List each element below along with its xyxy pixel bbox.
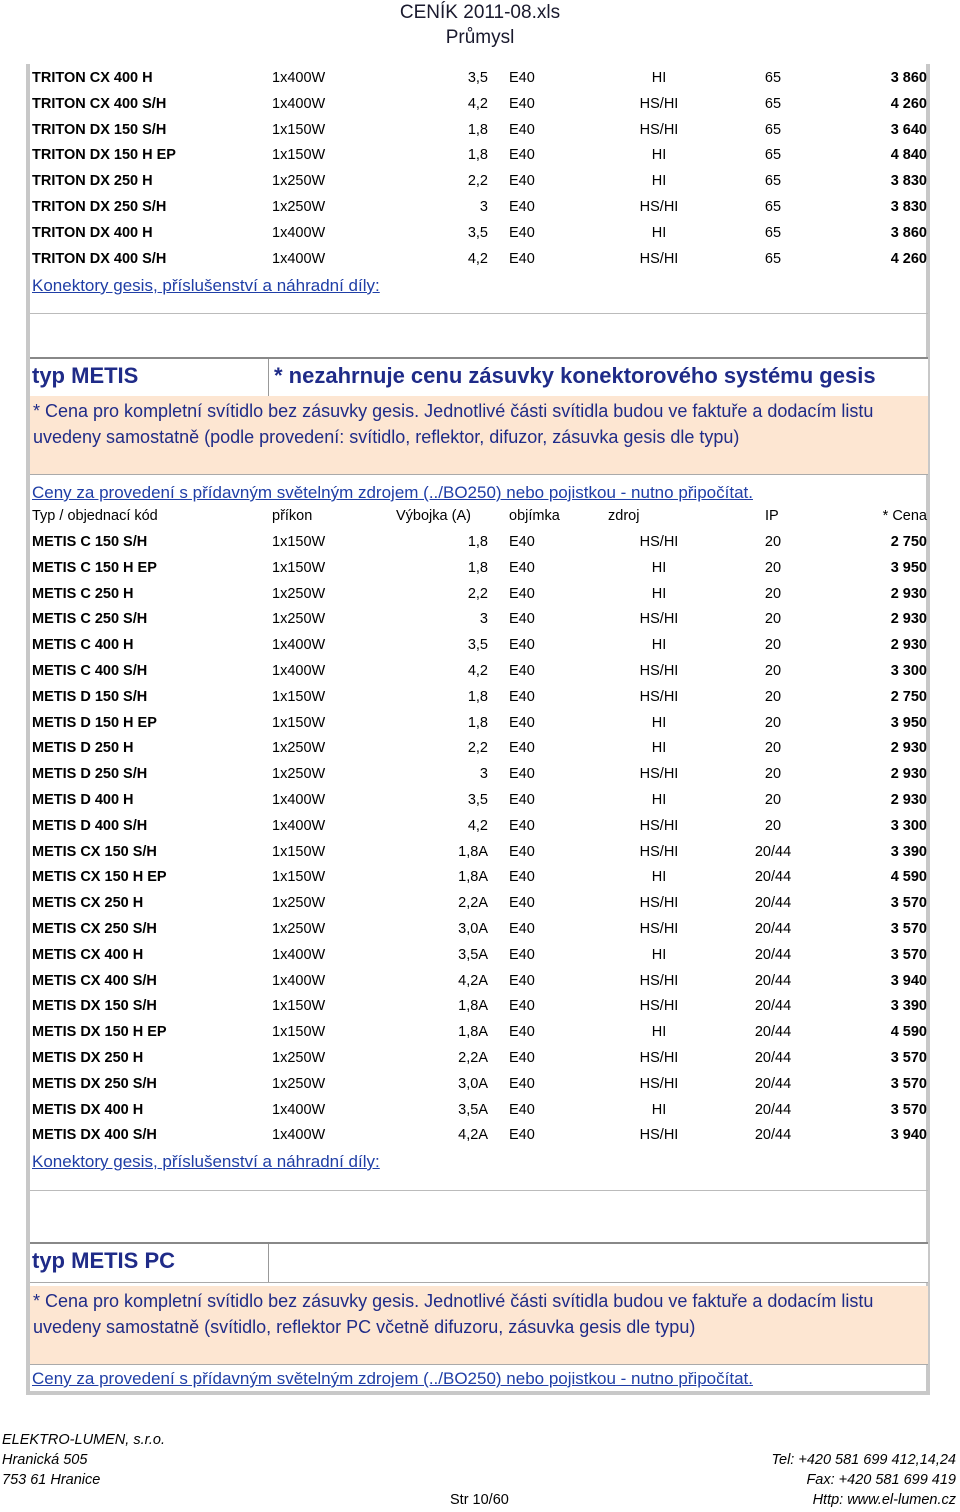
cell-lamp: 1,8	[467, 121, 488, 138]
cell-price: 3 940	[890, 1127, 927, 1144]
cell-lamp: 3,5A	[458, 946, 488, 963]
table-row	[32, 194, 927, 220]
footer-street: Hranická 505	[2, 1452, 88, 1468]
cell-socket: E40	[509, 173, 535, 190]
cell-lamp: 1,8	[467, 534, 488, 550]
cell-price: 2 930	[890, 766, 927, 783]
metis-column-header	[32, 504, 927, 528]
cell-price: 3 860	[890, 224, 927, 241]
cell-power: 1x250W	[272, 1050, 326, 1066]
cell-ip: 20	[764, 534, 782, 550]
cell-power: 1x250W	[272, 921, 326, 937]
cell-type: METIS D 400 H	[32, 792, 134, 808]
metis-pc-type-label: typ METIS PC	[32, 1248, 176, 1273]
cell-source: HS/HI	[639, 1075, 679, 1092]
cell-price: 2 930	[890, 637, 927, 654]
cell-source: HS/HI	[639, 688, 679, 705]
cell-source: HS/HI	[639, 972, 679, 989]
cell-ip: 20/44	[754, 921, 792, 937]
table-row	[32, 864, 927, 890]
table-row	[32, 787, 927, 813]
cell-lamp: 2,2A	[458, 895, 488, 912]
cell-socket: E40	[509, 95, 535, 112]
cell-price: 4 840	[890, 147, 927, 164]
cell-lamp: 2,2	[467, 740, 488, 757]
cell-ip: 65	[764, 70, 782, 86]
cell-lamp: 3,5	[467, 792, 488, 808]
cell-lamp: 3,5A	[458, 1101, 488, 1118]
table-row	[32, 942, 927, 968]
cell-price: 3 390	[890, 998, 927, 1015]
cell-socket: E40	[509, 1127, 535, 1144]
cell-source: HS/HI	[639, 611, 679, 628]
cell-power: 1x150W	[272, 688, 326, 705]
cell-lamp: 2,2	[467, 585, 488, 602]
document-subtitle: Průmysl	[445, 27, 515, 48]
cell-lamp: 4,2A	[458, 1127, 488, 1144]
col-type: Typ / objednací kód	[32, 508, 158, 524]
cell-lamp: 3	[479, 611, 488, 628]
divider	[30, 313, 928, 314]
table-row	[32, 65, 927, 91]
footer-fax: Fax: +420 581 699 419	[806, 1472, 956, 1488]
cell-power: 1x250W	[272, 585, 326, 602]
col-price: * Cena	[882, 508, 927, 524]
cell-socket: E40	[509, 147, 535, 164]
table-row	[32, 632, 927, 658]
table-row	[32, 658, 927, 684]
cell-lamp: 1,8	[467, 688, 488, 705]
cell-socket: E40	[509, 895, 535, 912]
col-socket: objímka	[509, 508, 560, 524]
cell-power: 1x400W	[272, 972, 326, 989]
footer-page: Str 10/60	[450, 1492, 509, 1508]
cell-type: METIS D 250 H	[32, 740, 134, 757]
table-row	[32, 1019, 927, 1045]
table-row	[32, 813, 927, 839]
cell-price: 3 860	[890, 70, 927, 86]
cell-type: METIS C 250 H	[32, 585, 134, 602]
cell-type: TRITON DX 150 S/H	[32, 121, 167, 138]
cell-lamp: 3,5	[467, 224, 488, 241]
cell-socket: E40	[509, 250, 535, 267]
metis-pc-info-text: * Cena pro kompletní svítidlo bez zásuvky gesis. Jednotlivé části svítidla budou ve faktuře a dodacím listu uvedeny samostatně (svítidlo, reflektor PC včetně difuzoru, zásuvka gesis dle typu)	[33, 1291, 874, 1337]
cell-socket: E40	[509, 611, 535, 628]
cell-source: HI	[651, 740, 667, 757]
table-row	[32, 916, 927, 942]
cell-ip: 20/44	[754, 895, 792, 912]
cell-ip: 20/44	[754, 946, 792, 963]
cell-ip: 20	[764, 740, 782, 757]
cell-price: 4 590	[890, 1024, 927, 1041]
cell-power: 1x400W	[272, 946, 326, 963]
cell-type: TRITON CX 400 S/H	[32, 95, 167, 112]
metis-info-text: * Cena pro kompletní svítidlo bez zásuvky gesis. Jednotlivé části svítidla budou ve faktuře a dodacím listu uvedeny samostatně (podle provedení: svítidlo, reflektor, difuzor, zásuvka gesis dle typu)	[33, 401, 874, 447]
cell-source: HI	[651, 224, 667, 241]
cell-socket: E40	[509, 792, 535, 808]
cell-socket: E40	[509, 869, 535, 886]
cell-socket: E40	[509, 688, 535, 705]
col-lamp: Výbojka (A)	[396, 508, 471, 524]
cell-type: METIS CX 250 H	[32, 895, 144, 912]
cell-source: HI	[651, 70, 667, 86]
cell-source: HS/HI	[639, 921, 679, 937]
cell-price: 3 950	[890, 559, 927, 576]
cell-ip: 20/44	[754, 1127, 792, 1144]
cell-price: 4 260	[890, 95, 927, 112]
cell-type: METIS D 150 S/H	[32, 688, 148, 705]
cell-socket: E40	[509, 534, 535, 550]
cell-type: METIS C 150 S/H	[32, 534, 148, 550]
cell-power: 1x400W	[272, 1127, 326, 1144]
table-row	[32, 839, 927, 865]
table-row	[32, 993, 927, 1019]
cell-lamp: 4,2	[467, 663, 488, 679]
cell-ip: 20	[764, 817, 782, 834]
cell-lamp: 1,8	[467, 559, 488, 576]
cell-ip: 20	[764, 559, 782, 576]
cell-source: HS/HI	[639, 534, 679, 550]
cell-source: HI	[651, 792, 667, 808]
table-row	[32, 220, 927, 246]
cell-ip: 20	[764, 792, 782, 808]
cell-price: 3 830	[890, 199, 927, 215]
cell-ip: 65	[764, 147, 782, 164]
cell-socket: E40	[509, 121, 535, 138]
metis-info-box	[30, 396, 928, 475]
cell-power: 1x250W	[272, 766, 326, 783]
cell-ip: 20/44	[754, 869, 792, 886]
cell-source: HS/HI	[639, 998, 679, 1015]
cell-power: 1x250W	[272, 173, 326, 190]
cell-source: HS/HI	[639, 663, 679, 679]
table-row	[32, 1071, 927, 1097]
cell-price: 3 570	[890, 1101, 927, 1118]
cell-power: 1x250W	[272, 611, 326, 628]
cell-price: 3 570	[890, 1075, 927, 1092]
cell-lamp: 4,2A	[458, 972, 488, 989]
cell-lamp: 2,2	[467, 173, 488, 190]
cell-power: 1x250W	[272, 740, 326, 757]
cell-type: METIS CX 250 S/H	[32, 921, 157, 937]
cell-ip: 20/44	[754, 1050, 792, 1066]
cell-source: HS/HI	[639, 1127, 679, 1144]
metis-type-label: typ METIS	[32, 363, 139, 388]
cell-socket: E40	[509, 714, 535, 731]
cell-power: 1x250W	[272, 895, 326, 912]
cell-ip: 20/44	[754, 1101, 792, 1118]
cell-socket: E40	[509, 817, 535, 834]
cell-power: 1x150W	[272, 121, 326, 138]
table-row	[32, 246, 927, 272]
footer-web[interactable]: Http: www.el-lumen.cz	[812, 1492, 956, 1508]
table-row	[32, 761, 927, 787]
cell-source: HI	[651, 946, 667, 963]
table-row	[32, 168, 927, 194]
cell-socket: E40	[509, 921, 535, 937]
cell-lamp: 1,8A	[458, 998, 488, 1015]
cell-lamp: 3,5	[467, 637, 488, 654]
cell-socket: E40	[509, 1101, 535, 1118]
cell-ip: 20	[764, 714, 782, 731]
metis-pc-extra-link[interactable]: Ceny za provedení s přídavným světelným zdrojem (../BO250) nebo pojistkou - nutno připočítat.	[32, 1369, 753, 1388]
cell-power: 1x150W	[272, 559, 326, 576]
cell-source: HS/HI	[639, 766, 679, 783]
cell-power: 1x150W	[272, 147, 326, 164]
col-ip: IP	[765, 508, 779, 524]
table-row	[32, 117, 927, 143]
cell-price: 3 300	[890, 817, 927, 834]
cell-socket: E40	[509, 70, 535, 86]
table-row	[32, 1097, 927, 1123]
cell-lamp: 1,8A	[458, 869, 488, 886]
cell-price: 3 640	[890, 121, 927, 138]
cell-socket: E40	[509, 998, 535, 1015]
cell-lamp: 4,2	[467, 95, 488, 112]
cell-lamp: 4,2	[467, 817, 488, 834]
cell-source: HI	[651, 147, 667, 164]
cell-source: HS/HI	[639, 199, 679, 215]
cell-ip: 20/44	[754, 843, 792, 860]
cell-power: 1x150W	[272, 869, 326, 886]
cell-lamp: 1,8	[467, 714, 488, 731]
cell-price: 2 930	[890, 792, 927, 808]
cell-type: METIS CX 150 H EP	[32, 869, 167, 886]
cell-type: METIS C 400 H	[32, 637, 134, 654]
table-row	[32, 710, 927, 736]
cell-power: 1x150W	[272, 998, 326, 1015]
cell-lamp: 1,8	[467, 147, 488, 164]
table-row	[32, 529, 927, 555]
cell-source: HS/HI	[639, 817, 679, 834]
cell-power: 1x400W	[272, 70, 326, 86]
cell-ip: 65	[764, 173, 782, 190]
cell-power: 1x400W	[272, 792, 326, 808]
cell-socket: E40	[509, 843, 535, 860]
cell-type: METIS DX 150 H EP	[32, 1024, 167, 1041]
cell-lamp: 3	[479, 199, 488, 215]
cell-socket: E40	[509, 199, 535, 215]
cell-ip: 65	[764, 199, 782, 215]
cell-source: HS/HI	[639, 895, 679, 912]
footer-tel: Tel: +420 581 699 412,14,24	[771, 1452, 956, 1468]
cell-source: HS/HI	[639, 95, 679, 112]
cell-type: METIS CX 400 H	[32, 946, 144, 963]
cell-power: 1x400W	[272, 663, 326, 679]
divider	[30, 1190, 928, 1191]
cell-power: 1x400W	[272, 817, 326, 834]
cell-ip: 20/44	[754, 972, 792, 989]
table-row	[32, 1045, 927, 1071]
cell-price: 3 570	[890, 946, 927, 963]
cell-ip: 20/44	[754, 998, 792, 1015]
cell-price: 3 300	[890, 663, 927, 679]
cell-source: HI	[651, 585, 667, 602]
cell-source: HS/HI	[639, 1050, 679, 1066]
cell-type: TRITON DX 400 S/H	[32, 250, 167, 267]
table-row	[32, 606, 927, 632]
table-row	[32, 142, 927, 168]
table-row	[32, 684, 927, 710]
cell-type: TRITON DX 250 H	[32, 173, 153, 190]
cell-lamp: 3,5	[467, 70, 488, 86]
cell-power: 1x250W	[272, 199, 326, 215]
cell-socket: E40	[509, 663, 535, 679]
cell-price: 3 570	[890, 1050, 927, 1066]
cell-ip: 20	[764, 637, 782, 654]
cell-source: HI	[651, 559, 667, 576]
cell-source: HS/HI	[639, 121, 679, 138]
cell-price: 3 950	[890, 714, 927, 731]
cell-ip: 65	[764, 224, 782, 241]
cell-type: METIS DX 250 S/H	[32, 1075, 157, 1092]
cell-power: 1x250W	[272, 1075, 326, 1092]
footer-company: ELEKTRO-LUMEN, s.r.o.	[2, 1432, 166, 1448]
table-row	[32, 555, 927, 581]
cell-socket: E40	[509, 1050, 535, 1066]
table-row	[32, 735, 927, 761]
cell-type: METIS D 250 S/H	[32, 766, 148, 783]
cell-power: 1x150W	[272, 1024, 326, 1041]
cell-type: METIS C 250 S/H	[32, 611, 148, 628]
cell-socket: E40	[509, 972, 535, 989]
table-row	[32, 581, 927, 607]
cell-source: HI	[651, 869, 667, 886]
cell-price: 2 930	[890, 585, 927, 602]
cell-price: 3 570	[890, 921, 927, 937]
cell-price: 4 260	[890, 250, 927, 267]
cell-power: 1x400W	[272, 1101, 326, 1118]
col-power: příkon	[272, 508, 313, 524]
cell-source: HI	[651, 1101, 667, 1118]
metis-pc-type-bar	[30, 1242, 928, 1283]
cell-socket: E40	[509, 1024, 535, 1041]
cell-source: HI	[651, 637, 667, 654]
cell-type: TRITON DX 150 H EP	[32, 147, 176, 164]
cell-power: 1x150W	[272, 534, 326, 550]
cell-type: METIS D 400 S/H	[32, 817, 148, 834]
cell-source: HS/HI	[639, 843, 679, 860]
col-source: zdroj	[608, 508, 640, 524]
cell-socket: E40	[509, 1075, 535, 1092]
cell-lamp: 3,0A	[458, 921, 488, 937]
cell-ip: 65	[764, 95, 782, 112]
cell-price: 3 830	[890, 173, 927, 190]
cell-type: METIS DX 400 H	[32, 1101, 144, 1118]
cell-lamp: 1,8A	[458, 1024, 488, 1041]
cell-power: 1x150W	[272, 714, 326, 731]
cell-lamp: 3	[479, 766, 488, 783]
table-row	[32, 91, 927, 117]
cell-power: 1x400W	[272, 224, 326, 241]
cell-source: HS/HI	[639, 250, 679, 267]
table-row	[32, 1122, 927, 1148]
cell-ip: 20	[764, 611, 782, 628]
cell-source: HI	[651, 714, 667, 731]
cell-socket: E40	[509, 946, 535, 963]
cell-power: 1x400W	[272, 250, 326, 267]
document-title: CENÍK 2011-08.xls	[399, 2, 561, 23]
cell-price: 3 940	[890, 972, 927, 989]
cell-ip: 20	[764, 688, 782, 705]
cell-price: 3 570	[890, 895, 927, 912]
cell-type: METIS DX 250 H	[32, 1050, 144, 1066]
cell-type: METIS DX 150 S/H	[32, 998, 157, 1015]
cell-divider	[268, 359, 269, 397]
cell-price: 3 390	[890, 843, 927, 860]
cell-price: 4 590	[890, 869, 927, 886]
cell-ip: 20	[764, 585, 782, 602]
cell-type: METIS D 150 H EP	[32, 714, 157, 731]
cell-ip: 20	[764, 663, 782, 679]
cell-source: HI	[651, 173, 667, 190]
cell-price: 2 750	[890, 534, 927, 550]
cell-lamp: 4,2	[467, 250, 488, 267]
cell-type: METIS C 400 S/H	[32, 663, 148, 679]
cell-price: 2 930	[890, 740, 927, 757]
cell-ip: 20/44	[754, 1024, 792, 1041]
cell-socket: E40	[509, 559, 535, 576]
cell-type: TRITON DX 400 H	[32, 224, 153, 241]
cell-power: 1x400W	[272, 95, 326, 112]
cell-type: METIS CX 400 S/H	[32, 972, 157, 989]
table-row	[32, 968, 927, 994]
table-row	[32, 890, 927, 916]
cell-type: METIS C 150 H EP	[32, 559, 157, 576]
cell-type: METIS CX 150 S/H	[32, 843, 157, 860]
cell-price: 2 750	[890, 688, 927, 705]
cell-socket: E40	[509, 585, 535, 602]
triton-accessories-link[interactable]: Konektory gesis, příslušenství a náhradní díly:	[32, 276, 380, 295]
cell-power: 1x400W	[272, 637, 326, 654]
footer-city: 753 61 Hranice	[2, 1472, 101, 1488]
metis-extra-link[interactable]: Ceny za provedení s přídavným světelným zdrojem (../BO250) nebo pojistkou - nutno připočítat.	[32, 483, 753, 502]
metis-type-bar	[30, 357, 928, 398]
cell-ip: 65	[764, 121, 782, 138]
cell-source: HI	[651, 1024, 667, 1041]
cell-lamp: 2,2A	[458, 1050, 488, 1066]
cell-type: METIS DX 400 S/H	[32, 1127, 157, 1144]
cell-ip: 65	[764, 250, 782, 267]
cell-divider	[268, 1244, 269, 1282]
cell-price: 2 930	[890, 611, 927, 628]
metis-note: * nezahrnuje cenu zásuvky konektorového systému gesis	[274, 363, 876, 388]
cell-type: TRITON DX 250 S/H	[32, 199, 167, 215]
cell-socket: E40	[509, 766, 535, 783]
cell-socket: E40	[509, 224, 535, 241]
cell-ip: 20/44	[754, 1075, 792, 1092]
cell-lamp: 1,8A	[458, 843, 488, 860]
cell-socket: E40	[509, 740, 535, 757]
cell-power: 1x150W	[272, 843, 326, 860]
metis-accessories-link[interactable]: Konektory gesis, příslušenství a náhradní díly:	[32, 1152, 380, 1171]
cell-type: TRITON CX 400 H	[32, 70, 153, 86]
cell-lamp: 3,0A	[458, 1075, 488, 1092]
cell-ip: 20	[764, 766, 782, 783]
metis-pc-info-box	[30, 1286, 928, 1365]
cell-socket: E40	[509, 637, 535, 654]
